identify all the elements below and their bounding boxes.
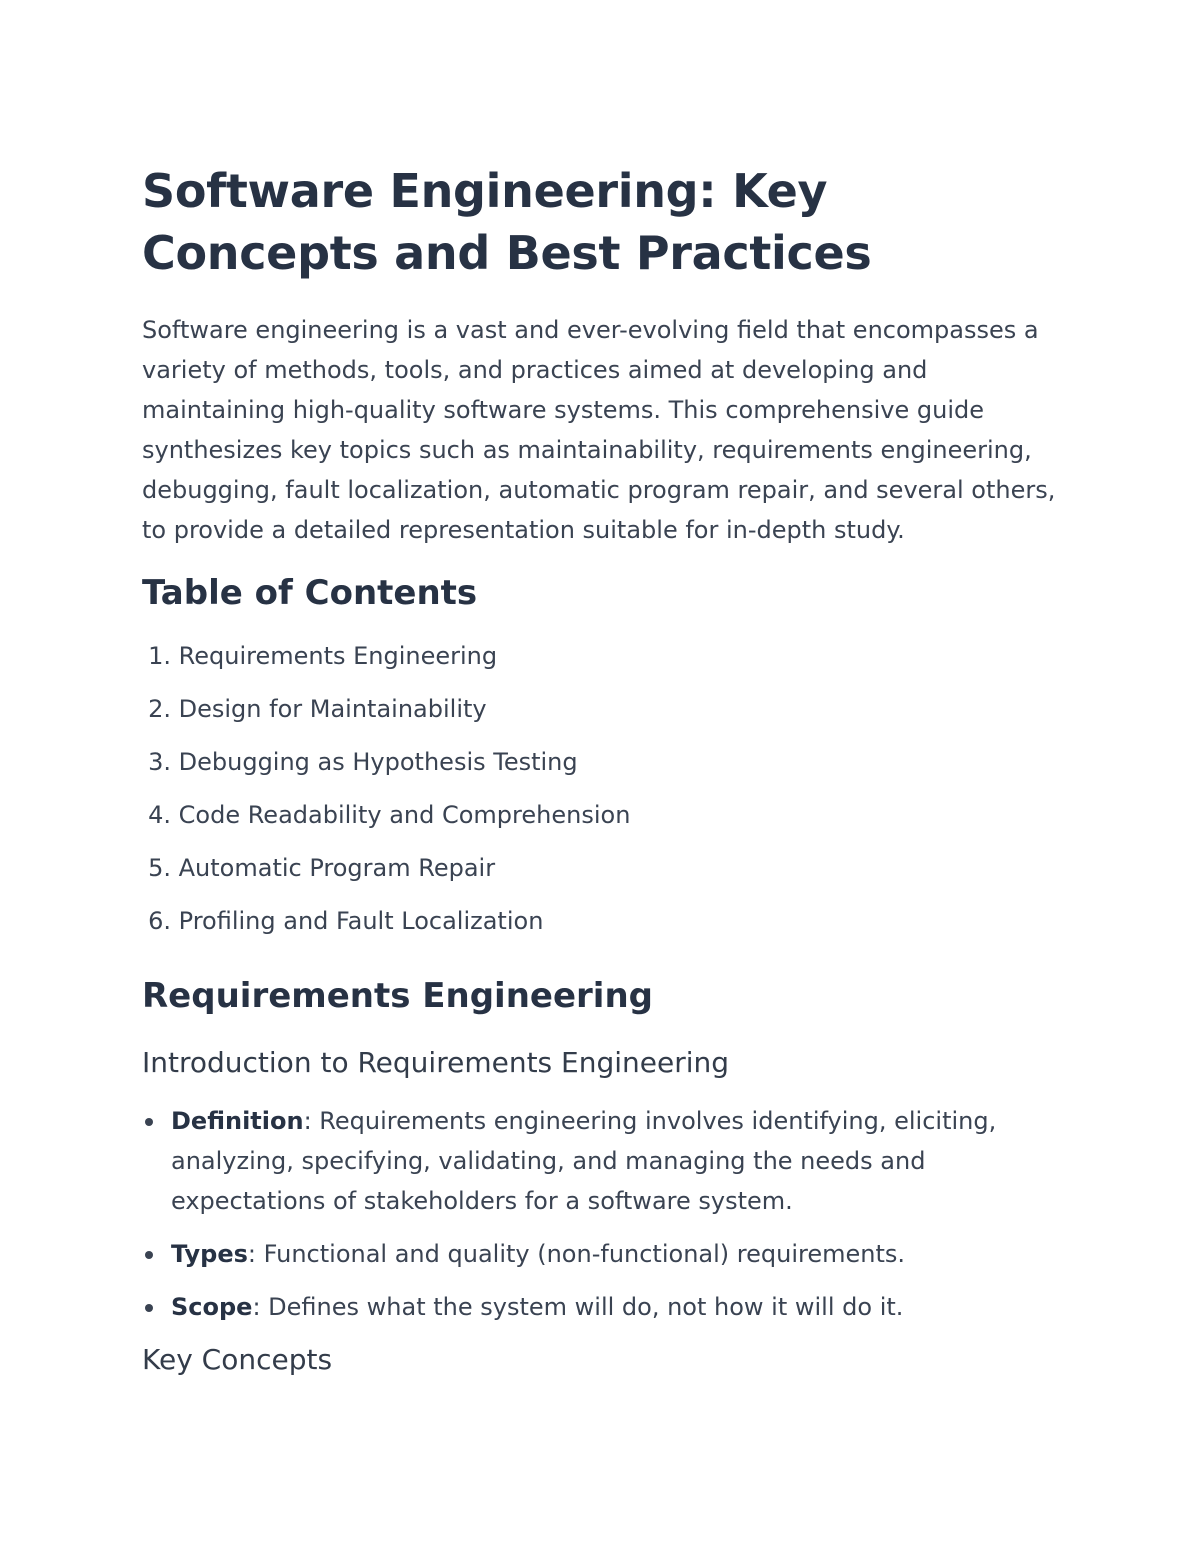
toc-item-label: Requirements Engineering — [178, 642, 498, 670]
toc-item-label: Profiling and Fault Localization — [178, 907, 544, 935]
toc-item-label: Debugging as Hypothesis Testing — [178, 748, 578, 776]
bullet-term: Scope — [171, 1293, 253, 1321]
bullet-term: Types — [171, 1240, 248, 1268]
toc-item-number: 2. — [148, 695, 171, 723]
toc-item-automatic-program-repair[interactable] — [142, 848, 1057, 888]
toc-heading: Table of Contents — [142, 573, 478, 613]
section-heading: Requirements Engineering — [142, 976, 653, 1016]
toc-item-code-readability[interactable] — [142, 795, 1057, 835]
bullet-dot-icon — [145, 1118, 153, 1126]
toc-item-requirements-engineering[interactable] — [142, 636, 1057, 676]
bullet-text: : Functional and quality (non-functional) requirements. — [247, 1240, 905, 1268]
toc-item-design-for-maintainability[interactable] — [142, 689, 1057, 729]
toc-item-number: 5. — [148, 854, 171, 882]
bullet-text: : Requirements engineering involves identifying, eliciting, analyzing, specifying, validating, and managing the needs and expectations of stakeholders for a software system. — [171, 1107, 997, 1215]
toc-item-number: 6. — [148, 907, 171, 935]
toc-item-label: Code Readability and Comprehension — [178, 801, 631, 829]
toc-item-number: 3. — [148, 748, 171, 776]
toc-item-profiling[interactable] — [142, 901, 1057, 941]
bullet-list — [142, 1101, 1057, 1327]
list-item — [142, 1287, 1057, 1327]
toc-item-number: 1. — [148, 642, 171, 670]
toc-item-debugging[interactable] — [142, 742, 1057, 782]
bullet-dot-icon — [145, 1251, 153, 1259]
list-item — [142, 1101, 1057, 1221]
document-page — [142, 160, 1057, 1380]
list-item — [142, 1234, 1057, 1274]
toc-item-label: Design for Maintainability — [178, 695, 487, 723]
document-title: Software Engineering: Key Concepts and Best Practices — [142, 164, 872, 280]
toc-item-label: Automatic Program Repair — [178, 854, 496, 882]
toc-item-number: 4. — [148, 801, 171, 829]
bullet-dot-icon — [145, 1304, 153, 1312]
toc-list — [142, 636, 1057, 941]
bullet-text: : Defines what the system will do, not how it will do it. — [252, 1293, 904, 1321]
bullet-term: Definition — [171, 1107, 304, 1135]
intro-paragraph: Software engineering is a vast and ever-evolving field that encompasses a variety of methods, tools, and practices aimed at developing and maintaining high-quality software systems. This comprehensive guide synthesizes key topics such as maintainability, requirements engineering, debugging, fault localization, automatic program repair, and several others, to provide a detailed representation suitable for in-depth study. — [142, 316, 1056, 544]
key-concepts-heading: Key Concepts — [142, 1343, 333, 1376]
section-subheading: Introduction to Requirements Engineering — [142, 1046, 730, 1079]
